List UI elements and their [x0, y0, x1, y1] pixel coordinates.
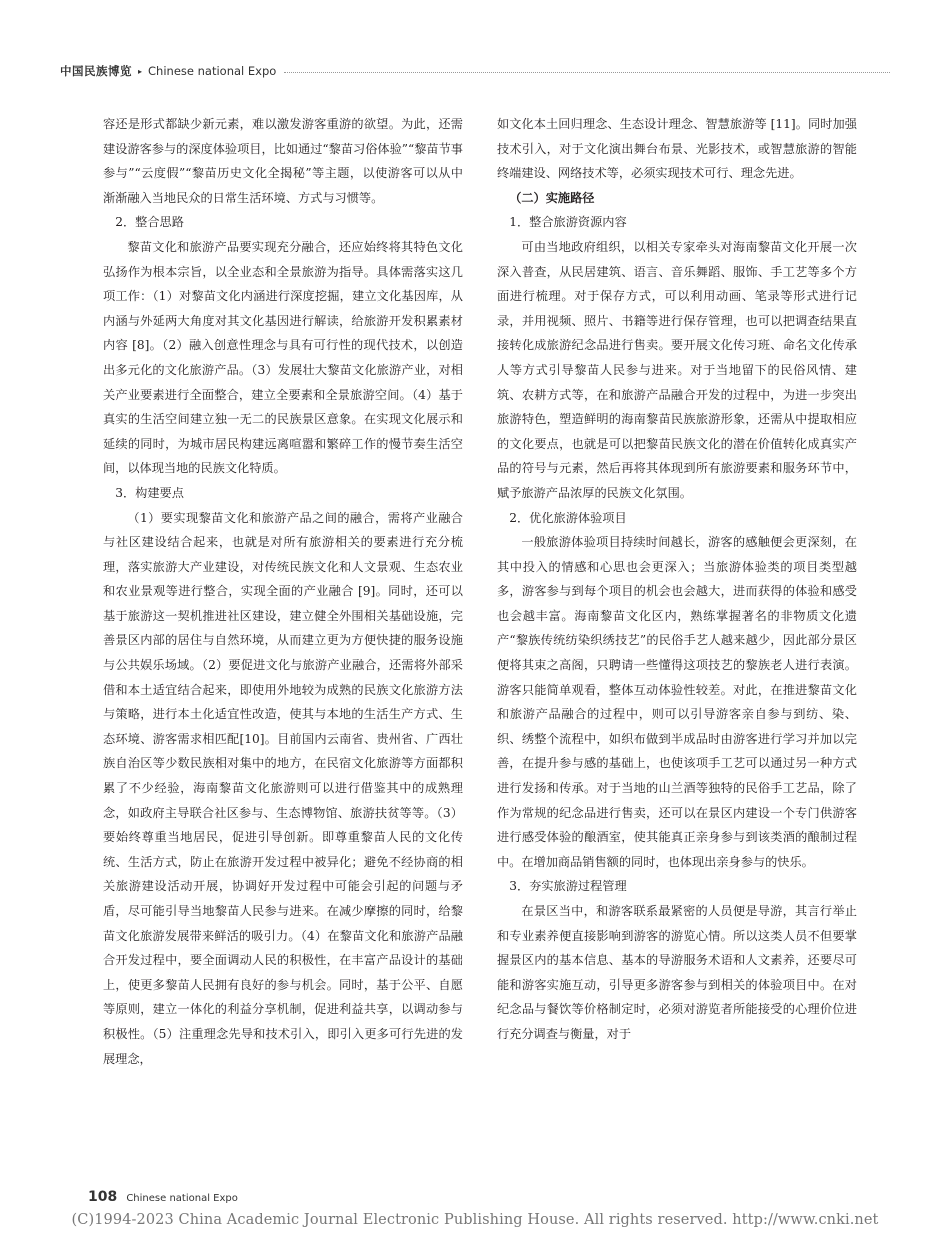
running-header — [60, 60, 890, 82]
paragraph: 黎苗文化和旅游产品要实现充分融合，还应始终将其特色文化弘扬作为根本宗旨，以全业态和全景旅游为指导。具体需落实这几项工作：（1）对黎苗文化内涵进行深度挖掘，建立文化基因库，从内涵与外延两大角度对其文化基因进行解读，给旅游开发积累素材内容 [8]。（2）融入创意性理念与具有可行性的现代技术，以创造出多元化的文化旅游产品。（3）发展壮大黎苗文化旅游产业，对相关产业要素进行全面整合，建立全要素和全景旅游空间。（4）基于真实的生活空间建立独一无二的民族景区意象。在实现文化展示和延续的同时，为城市居民构建远离喧嚣和繁碎工作的慢节奏生活空间，以体现当地的民族文化特质。 — [103, 239, 463, 476]
paragraph: 在景区当中，和游客联系最紧密的人员便是导游，其言行举止和专业素养便直接影响到游客的游览心情。所以这类人员不但要掌握景区内的基本信息、基本的导游服务术语和人文素养，还要尽可能和游客实施互动，引导更多游客参与到相关的体验项目中。在对纪念品与餐饮等价格制定时，必须对游览者所能接受的心理价位进行充分调查与衡量，对于 — [497, 904, 857, 1041]
section-heading: 3．构建要点 — [115, 485, 184, 500]
header-dotted-rule — [284, 72, 890, 73]
copyright-notice: (C)1994-2023 China Academic Journal Electronic Publishing House. All rights reserved. http://www.cnki.net — [71, 1212, 879, 1228]
page-number: 108 — [88, 1189, 118, 1205]
triangle-icon: ▸ — [138, 66, 143, 76]
page-footer — [88, 1186, 238, 1205]
paragraph: （1）要实现黎苗文化和旅游产品之间的融合，需将产业融合与社区建设结合起来，也就是对所有旅游相关的要素进行充分梳理，落实旅游大产业建设，对传统民族文化和人文景观、生态农业和农业景观等进行整合，实现全面的产业融合 [9]。同时，还可以基于旅游这一契机推进社区建设，建立健全外围相关基础设施，完善景区内部的居住与自然环境，从而建立更为方便快捷的服务设施与公共娱乐场域。（2）要促进文化与旅游产业融合，还需将外部采借和本土适宜结合起来，即使用外地较为成熟的民族文化旅游方法与策略，进行本土化适宜性改造，使其与本地的生活生产方式、生态环境、游客需求相匹配[10]。目前国内云南省、贵州省、广西壮族自治区等少数民族相对集中的地方，在民宿文化旅游等方面都积累了不少经验，海南黎苗文化旅游则可以进行借鉴其中的成熟理念，如政府主导联合社区参与、生态博物馆、旅游扶贫等等。（3）要始终尊重当地居民，促进引导创新。即尊重黎苗人民的文化传统、生活方式，防止在旅游开发过程中被异化；避免不经协商的相关旅游建设活动开展，协调好开发过程中可能会引起的问题与矛盾，尽可能引导当地黎苗人民参与进来。在减少摩擦的同时，给黎苗文化旅游发展带来鲜活的吸引力。（4）在黎苗文化和旅游产品融合开发过程中，要全面调动人民的积极性，在丰富产品设计的基础上，使更多黎苗人民拥有良好的参与机会。同时，基于公平、自愿等原则，建立一体化的利益分享机制，促进利益共享，以调动参与积极性。（5）注重理念先导和技术引入，即引入更多可行先进的发展理念， — [103, 510, 463, 1066]
paragraph: 容还是形式都缺少新元素，难以激发游客重游的欲望。为此，还需建设游客参与的深度体验项目，比如通过“黎苗习俗体验”“黎苗节事参与”“云度假”“黎苗历史文化全揭秘”等主题，以使游客可以从中渐渐融入当地民众的日常生活环境、方式与习惯等。 — [103, 117, 463, 205]
journal-title-cn: 中国民族博览 — [60, 64, 132, 78]
section-heading: 1．整合旅游资源内容 — [509, 215, 627, 230]
section-heading: 3．夯实旅游过程管理 — [509, 879, 627, 894]
paragraph: 可由当地政府组织，以相关专家牵头对海南黎苗文化开展一次深入普查，从民居建筑、语言、音乐舞蹈、服饰、手工艺等多个方面进行梳理。对于保存方式，可以利用动画、笔录等形式进行记录，并用视频、照片、书籍等进行保存管理，也可以把调查结果直接转化成旅游纪念品进行售卖。要开展文化传习班、命名文化传承人等方式引导黎苗人民参与进来。对于当地留下的民俗风情、建筑、农耕方式等，在和旅游产品融合开发的过程中，为进一步突出旅游特色，塑造鲜明的海南黎苗民族旅游形象，还需从中提取相应的文化要点，也就是可以把黎苗民族文化的潜在价值转化成真实产品的符号与元素，然后再将其体现到所有旅游要素和服务环节中，赋予旅游产品浓厚的民族文化氛围。 — [497, 239, 857, 500]
paragraph: 一般旅游体验项目持续时间越长，游客的感触便会更深刻，在其中投入的情感和心思也会更深入；当旅游体验类的项目类型越多，游客参与到每个项目的机会也会越大，进而获得的体验和感受也会越丰富。海南黎苗文化区内，熟练掌握著名的非物质文化遗产“黎族传统纺染织绣技艺”的民俗手艺人越来越少，因此部分景区便将其束之高阁，只聘请一些懂得这项技艺的黎族老人进行表演。游客只能简单观看，整体互动体验性较差。对此，在推进黎苗文化和旅游产品融合的过程中，则可以引导游客亲自参与到纺、染、织、绣整个流程中，如织布做到半成品时由游客进行学习并加以完善，在提升参与感的基础上，也使该项手工艺可以通过另一种方式进行发扬和传承。对于当地的山兰酒等独特的民俗手工艺品，除了作为常规的纪念品进行售卖，还可以在景区内建设一个专门供游客进行感受体验的酿酒室，使其能真正亲身参与到该类酒的酿制过程中。在增加商品销售额的同时，也体现出亲身参与的快乐。 — [497, 535, 857, 869]
section-heading: （二）实施路径 — [509, 190, 595, 205]
section-heading: 2．优化旅游体验项目 — [509, 510, 627, 525]
journal-title-en: Chinese national Expo — [148, 64, 277, 78]
footer-journal-label: Chinese national Expo — [126, 1193, 238, 1204]
section-heading: 2．整合思路 — [115, 215, 184, 230]
left-column — [103, 112, 463, 1071]
paragraph: 如文化本土回归理念、生态设计理念、智慧旅游等 [11]。同时加强技术引入，对于文化演出舞台布景、光影技术，或智慧旅游的智能终端建设、网络技术等，必须实现技术可行、理念先进。 — [497, 117, 857, 181]
right-column — [497, 112, 857, 1047]
